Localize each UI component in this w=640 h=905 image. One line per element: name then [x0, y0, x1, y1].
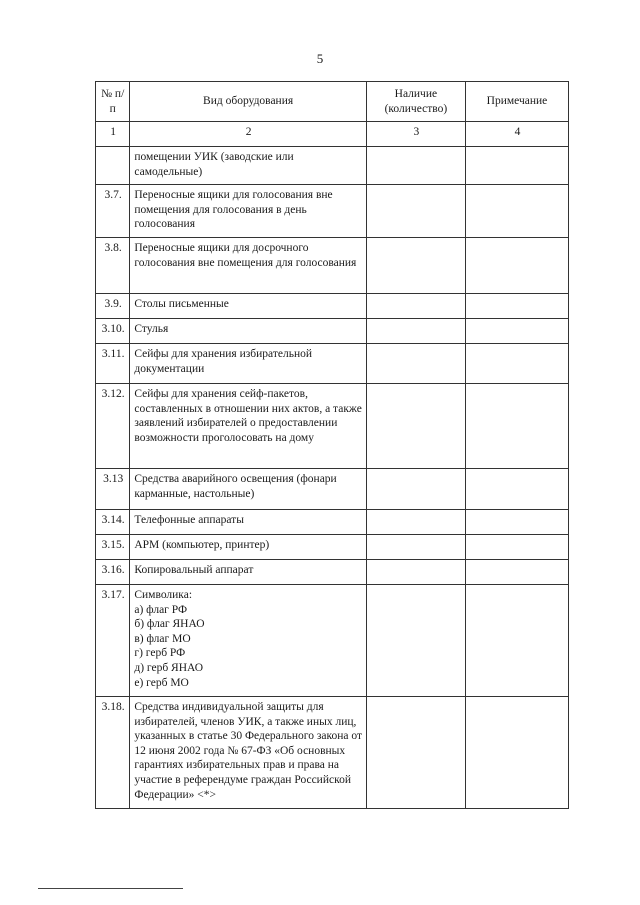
- table-row: [96, 319, 569, 344]
- table-row: [96, 238, 569, 294]
- row-note: [465, 384, 568, 469]
- row-quantity: [366, 319, 465, 344]
- table-row: [96, 294, 569, 319]
- row-note: [465, 238, 568, 294]
- row-note: [465, 697, 568, 809]
- column-number: 4: [465, 122, 568, 147]
- row-number: 3.14.: [96, 510, 130, 535]
- column-number: 3: [366, 122, 465, 147]
- symbolics-item: г) герб РФ: [134, 647, 186, 660]
- row-equipment: Стулья: [130, 319, 367, 344]
- row-note: [465, 510, 568, 535]
- row-equipment: Сейфы для хранения сейф-пакетов, составленных в отношении них актов, а также заявлений избирателей о предоставлении возможности проголосовать на дому: [130, 384, 367, 469]
- symbolics-item: в) флаг МО: [134, 632, 191, 645]
- row-number: 3.11.: [96, 344, 130, 384]
- row-number: 3.12.: [96, 384, 130, 469]
- row-number: 3.8.: [96, 238, 130, 294]
- row-quantity: [366, 469, 465, 510]
- column-number: 1: [96, 122, 130, 147]
- row-note: [465, 294, 568, 319]
- table-row: [96, 535, 569, 560]
- symbolics-item: е) герб МО: [134, 676, 189, 689]
- symbolics-item: д) герб ЯНАО: [134, 661, 204, 674]
- row-equipment: Переносные ящики для голосования вне помещения для голосования в день голосования: [130, 185, 367, 238]
- row-number: 3.16.: [96, 560, 130, 585]
- symbolics-title: Символика:: [134, 589, 193, 601]
- row-number: 3.17.: [96, 585, 130, 697]
- header-equipment-type: Вид оборудования: [130, 82, 367, 122]
- row-note: [465, 319, 568, 344]
- row-quantity: [366, 294, 465, 319]
- row-quantity: [366, 697, 465, 809]
- row-number: [96, 147, 130, 185]
- table-row: [96, 344, 569, 384]
- row-note: [465, 469, 568, 510]
- row-quantity: [366, 147, 465, 185]
- row-note: [465, 147, 568, 185]
- row-note: [465, 344, 568, 384]
- footnote-separator-line: [38, 888, 183, 889]
- table-row: [96, 560, 569, 585]
- row-quantity: [366, 185, 465, 238]
- table-header-row: [96, 82, 569, 122]
- table-row: [96, 585, 569, 697]
- row-equipment: Сейфы для хранения избирательной документации: [130, 344, 367, 384]
- row-quantity: [366, 585, 465, 697]
- row-note: [465, 185, 568, 238]
- row-quantity: [366, 560, 465, 585]
- header-note: Примечание: [465, 82, 568, 122]
- row-number: 3.15.: [96, 535, 130, 560]
- row-equipment: Копировальный аппарат: [130, 560, 367, 585]
- row-number: 3.18.: [96, 697, 130, 809]
- row-number: 3.7.: [96, 185, 130, 238]
- header-number: № п/п: [96, 82, 130, 122]
- row-note: [465, 585, 568, 697]
- row-equipment: помещении УИК (заводские или самодельные): [130, 147, 367, 185]
- row-number: 3.9.: [96, 294, 130, 319]
- row-note: [465, 535, 568, 560]
- row-quantity: [366, 384, 465, 469]
- row-equipment: [130, 585, 367, 697]
- table-row: [96, 469, 569, 510]
- symbolics-item: б) флаг ЯНАО: [134, 618, 205, 631]
- table-row: [96, 697, 569, 809]
- row-equipment: АРМ (компьютер, принтер): [130, 535, 367, 560]
- table-row: [96, 147, 569, 185]
- row-quantity: [366, 238, 465, 294]
- row-number: 3.10.: [96, 319, 130, 344]
- row-equipment: Средства индивидуальной защиты для избирателей, членов УИК, а также иных лиц, указанных в статье 30 Федерального закона от 12 июня 2002 года № 67-ФЗ «Об основных гарантиях избирательных прав и права на участие в референдуме граждан Российской Федерации» <*>: [130, 697, 367, 809]
- symbolics-item: а) флаг РФ: [134, 603, 188, 616]
- table-row: [96, 185, 569, 238]
- column-number: 2: [130, 122, 367, 147]
- table-row: [96, 384, 569, 469]
- row-equipment: Переносные ящики для досрочного голосования вне помещения для голосования: [130, 238, 367, 294]
- page-number: 5: [316, 51, 324, 66]
- header-quantity: Наличие (количество): [366, 82, 465, 122]
- row-quantity: [366, 344, 465, 384]
- column-number-row: [96, 122, 569, 147]
- row-number: 3.13: [96, 469, 130, 510]
- row-quantity: [366, 535, 465, 560]
- row-equipment: Средства аварийного освещения (фонари карманные, настольные): [130, 469, 367, 510]
- row-equipment: Столы письменные: [130, 294, 367, 319]
- row-equipment: Телефонные аппараты: [130, 510, 367, 535]
- equipment-table: [95, 81, 569, 809]
- row-quantity: [366, 510, 465, 535]
- row-note: [465, 560, 568, 585]
- table-row: [96, 510, 569, 535]
